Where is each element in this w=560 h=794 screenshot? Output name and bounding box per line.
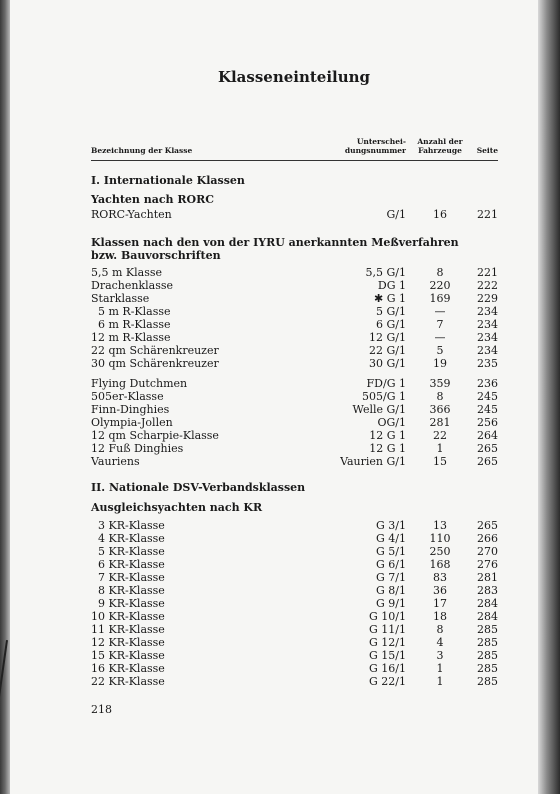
table-row — [0, 545, 560, 558]
section-heading: Yachten nach RORC — [91, 193, 214, 206]
table-row — [0, 662, 560, 675]
vessel-count: 36 — [433, 584, 447, 597]
header-code-line2: dungsnummer — [344, 146, 406, 155]
class-name: Olympia-Jollen — [91, 416, 173, 429]
table-row — [0, 305, 560, 318]
class-name: Starklasse — [91, 292, 150, 305]
table-row — [0, 558, 560, 571]
header-count — [411, 137, 469, 155]
vessel-count: 13 — [433, 519, 447, 532]
vessel-count: 15 — [433, 455, 447, 468]
table-row — [0, 532, 560, 545]
class-code: 12 G 1 — [369, 442, 406, 455]
class-name: Finn-Dinghies — [91, 403, 170, 416]
page-ref: 256 — [477, 416, 498, 429]
vessel-count: — — [434, 331, 446, 344]
page-ref: 285 — [477, 662, 498, 675]
vessel-count: 281 — [429, 416, 451, 429]
vessel-count: 83 — [433, 571, 447, 584]
class-name: 15 KR-Klasse — [91, 649, 165, 662]
class-name: 22 KR-Klasse — [91, 675, 165, 688]
table-row — [0, 442, 560, 455]
vessel-count: 1 — [436, 662, 444, 675]
page-ref: 234 — [477, 305, 498, 318]
page-ref: 234 — [477, 318, 498, 331]
table-row — [0, 318, 560, 331]
page-ref: 221 — [477, 208, 498, 221]
vessel-count: 110 — [429, 532, 451, 545]
vessel-count: 250 — [429, 545, 451, 558]
page-ref: 235 — [477, 357, 498, 370]
class-code: G 4/1 — [376, 532, 406, 545]
section-heading: I. Internationale Klassen — [91, 174, 245, 187]
vessel-count: 5 — [436, 344, 444, 357]
vessel-count: 169 — [429, 292, 451, 305]
class-code: 22 G/1 — [369, 344, 406, 357]
class-code: G 7/1 — [376, 571, 406, 584]
vessel-count: — — [434, 305, 446, 318]
page-ref: 281 — [477, 571, 498, 584]
page-ref: 285 — [477, 623, 498, 636]
vessel-count: 8 — [436, 266, 444, 279]
table-row — [0, 636, 560, 649]
class-name: 5 KR-Klasse — [91, 545, 165, 558]
table-row — [0, 429, 560, 442]
class-name: 22 qm Schärenkreuzer — [91, 344, 219, 357]
page-ref: 270 — [477, 545, 498, 558]
table-row — [0, 208, 560, 221]
class-name: 12 Fuß Dinghies — [91, 442, 184, 455]
class-name: 9 KR-Klasse — [91, 597, 165, 610]
class-code: 12 G 1 — [369, 429, 406, 442]
table-row — [0, 390, 560, 403]
page-title: Klasseneinteilung — [217, 68, 371, 86]
class-code: 12 G/1 — [369, 331, 406, 344]
vessel-count: 359 — [429, 377, 451, 390]
table-row — [0, 597, 560, 610]
header-class-name: Bezeichnung der Klasse — [91, 146, 193, 155]
table-row — [0, 675, 560, 688]
page-ref: 245 — [477, 390, 498, 403]
page-ref: 285 — [477, 636, 498, 649]
class-name: 12 m R-Klasse — [91, 331, 171, 344]
class-name: 12 qm Scharpie-Klasse — [91, 429, 219, 442]
class-name: Vauriens — [91, 455, 140, 468]
class-code: G 5/1 — [376, 545, 406, 558]
class-code: G 22/1 — [369, 675, 406, 688]
header-code-line1: Unterschei- — [356, 137, 406, 146]
class-code: G 15/1 — [369, 649, 406, 662]
header-code — [345, 137, 406, 155]
vessel-count: 17 — [433, 597, 447, 610]
class-name: 5 m R-Klasse — [91, 305, 171, 318]
table-row — [0, 377, 560, 390]
class-code: G 16/1 — [369, 662, 406, 675]
class-code: 5 G/1 — [376, 305, 406, 318]
table-row — [0, 357, 560, 370]
class-code: ✱ G 1 — [374, 292, 406, 305]
vessel-count: 7 — [436, 318, 444, 331]
class-code: G 6/1 — [376, 558, 406, 571]
header-count-line1: Anzahl der — [417, 137, 463, 146]
table-row — [0, 519, 560, 532]
page-ref: 234 — [477, 344, 498, 357]
table-row — [0, 279, 560, 292]
page-ref: 284 — [477, 597, 498, 610]
vessel-count: 19 — [433, 357, 447, 370]
vessel-count: 16 — [433, 208, 447, 221]
page-ref: 284 — [477, 610, 498, 623]
class-name: Drachenklasse — [91, 279, 174, 292]
class-code: G 3/1 — [376, 519, 406, 532]
class-code: FD/G 1 — [366, 377, 406, 390]
header-rule — [91, 160, 498, 161]
vessel-count: 220 — [429, 279, 451, 292]
page-ref: 245 — [477, 403, 498, 416]
vessel-count: 4 — [436, 636, 444, 649]
section-heading: Ausgleichsyachten nach KR — [91, 501, 263, 514]
vessel-count: 22 — [433, 429, 447, 442]
class-code: Welle G/1 — [352, 403, 406, 416]
page-ref: 229 — [477, 292, 498, 305]
table-row — [0, 623, 560, 636]
class-name: RORC-Yachten — [91, 208, 172, 221]
page-ref: 283 — [477, 584, 498, 597]
table-row — [0, 584, 560, 597]
table-row — [0, 571, 560, 584]
page-ref: 236 — [477, 377, 498, 390]
vessel-count: 8 — [436, 623, 444, 636]
section-heading: Klassen nach den von der IYRU anerkannten Meßverfahren — [91, 236, 459, 249]
class-code: G 9/1 — [376, 597, 406, 610]
class-name: Flying Dutchmen — [91, 377, 188, 390]
class-name: 6 KR-Klasse — [91, 558, 165, 571]
header-page: Seite — [476, 146, 498, 155]
class-name: 12 KR-Klasse — [91, 636, 165, 649]
class-code: Vaurien G/1 — [340, 455, 406, 468]
class-code: 6 G/1 — [376, 318, 406, 331]
class-name: 11 KR-Klasse — [91, 623, 165, 636]
class-name: 10 KR-Klasse — [91, 610, 165, 623]
class-name: 3 KR-Klasse — [91, 519, 165, 532]
class-code: G 8/1 — [376, 584, 406, 597]
page-ref: 221 — [477, 266, 498, 279]
table-row — [0, 331, 560, 344]
page-ref: 222 — [477, 279, 498, 292]
class-code: 505/G 1 — [362, 390, 406, 403]
class-name: 16 KR-Klasse — [91, 662, 165, 675]
table-row — [0, 455, 560, 468]
vessel-count: 3 — [436, 649, 444, 662]
page-ref: 285 — [477, 675, 498, 688]
class-code: G 11/1 — [369, 623, 406, 636]
class-code: 30 G/1 — [369, 357, 406, 370]
page-ref: 276 — [477, 558, 498, 571]
table-row — [0, 416, 560, 429]
class-name: 8 KR-Klasse — [91, 584, 165, 597]
class-code: G 10/1 — [369, 610, 406, 623]
class-name: 7 KR-Klasse — [91, 571, 165, 584]
table-row — [0, 403, 560, 416]
header-count-line2: Fahrzeuge — [418, 146, 462, 155]
class-name: 4 KR-Klasse — [91, 532, 165, 545]
class-code: OG/1 — [377, 416, 406, 429]
page-ref: 285 — [477, 649, 498, 662]
class-code: G 12/1 — [369, 636, 406, 649]
page-number: 218 — [91, 703, 112, 716]
section-heading: II. Nationale DSV-Verbandsklassen — [91, 481, 306, 494]
page-ref: 265 — [477, 519, 498, 532]
page-ref: 266 — [477, 532, 498, 545]
page-ref: 264 — [477, 429, 498, 442]
table-row — [0, 344, 560, 357]
vessel-count: 8 — [436, 390, 444, 403]
vessel-count: 168 — [429, 558, 451, 571]
vessel-count: 18 — [433, 610, 447, 623]
vessel-count: 1 — [436, 675, 444, 688]
page-ref: 234 — [477, 331, 498, 344]
page-ref: 265 — [477, 442, 498, 455]
class-name: 6 m R-Klasse — [91, 318, 171, 331]
section-heading: bzw. Bauvorschriften — [91, 249, 221, 262]
table-row — [0, 649, 560, 662]
table-row — [0, 610, 560, 623]
page-ref: 265 — [477, 455, 498, 468]
class-name: 30 qm Schärenkreuzer — [91, 357, 219, 370]
class-code: 5,5 G/1 — [365, 266, 406, 279]
class-name: 505er-Klasse — [91, 390, 164, 403]
vessel-count: 1 — [436, 442, 444, 455]
table-row — [0, 292, 560, 305]
class-name: 5,5 m Klasse — [91, 266, 163, 279]
class-code: DG 1 — [377, 279, 406, 292]
class-code: G/1 — [386, 208, 406, 221]
vessel-count: 366 — [429, 403, 451, 416]
table-row — [0, 266, 560, 279]
